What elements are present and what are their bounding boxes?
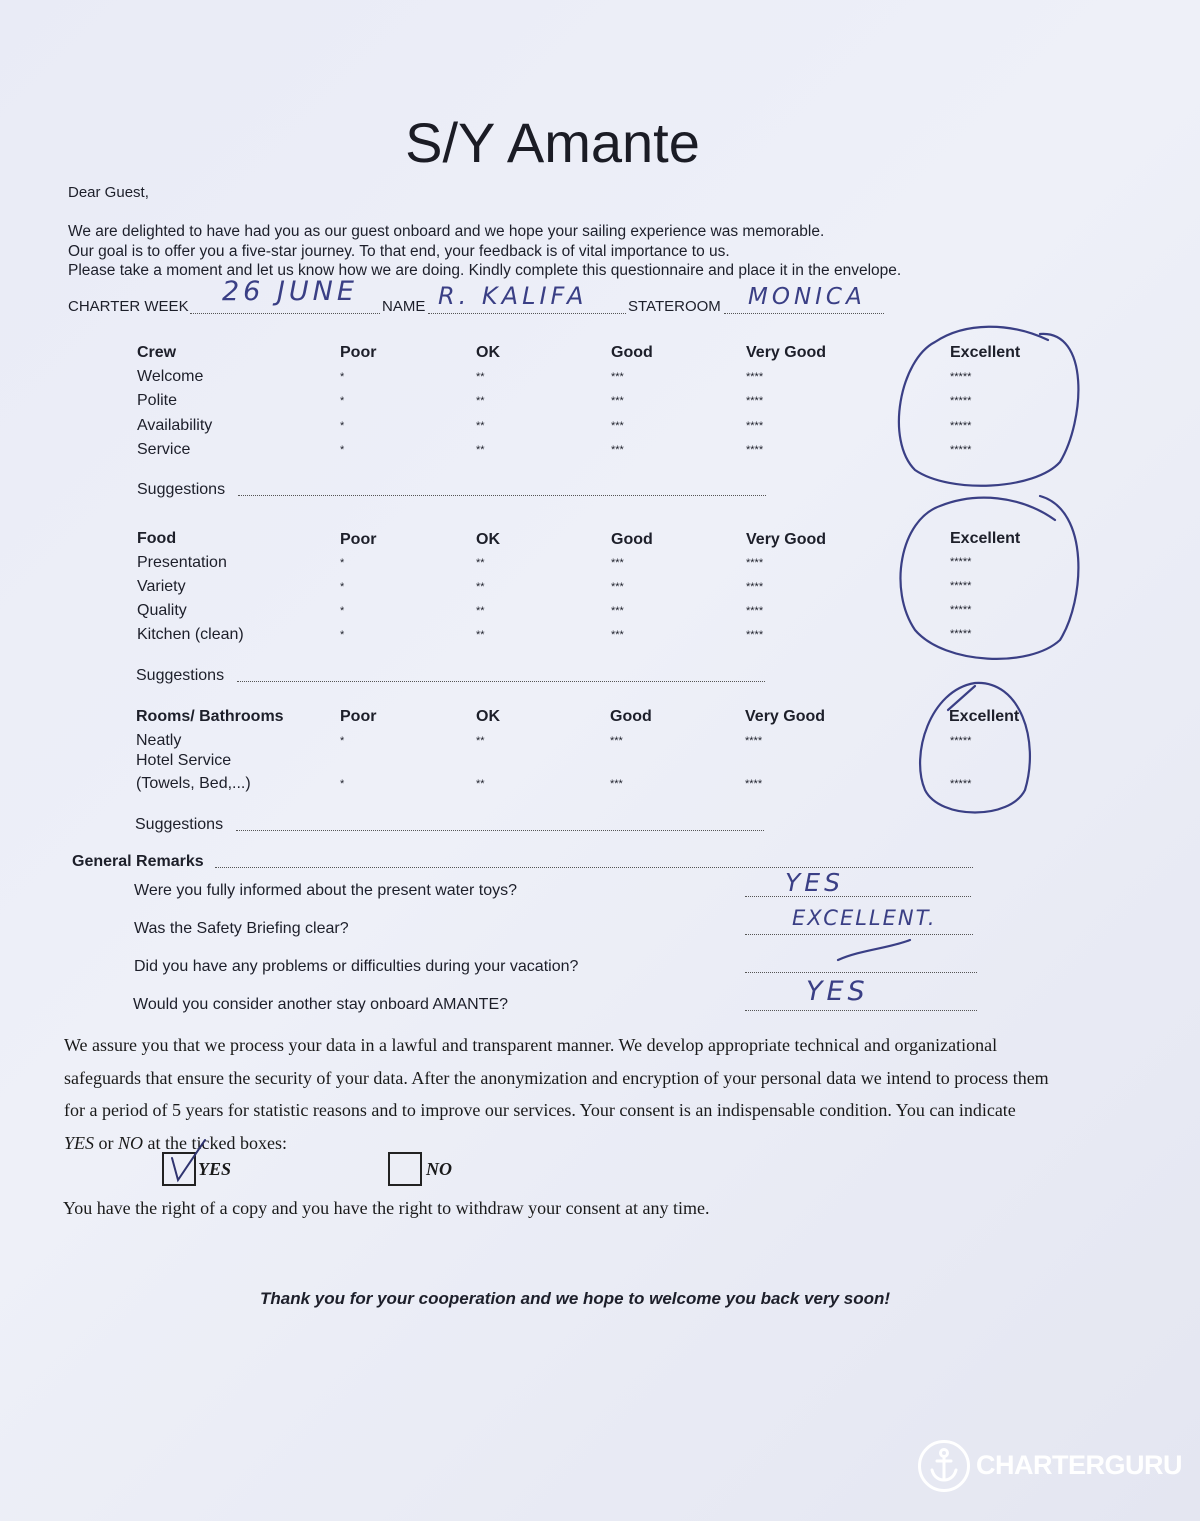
rating-excellent[interactable]: ***** xyxy=(950,371,972,383)
privacy-line-2: safeguards that ensure the security of your data. After the anonymization and encryption of your personal data we intend to process them xyxy=(64,1068,1049,1088)
rating-header-excellent: Excellent xyxy=(950,344,1021,361)
suggestions-field[interactable] xyxy=(238,495,766,496)
rating-very-good[interactable]: **** xyxy=(746,557,764,569)
answer-dash-problems xyxy=(838,940,910,960)
rating-header-ok: OK xyxy=(476,708,500,725)
stateroom-line xyxy=(724,313,884,314)
charter-week-value[interactable]: 26 JUNE xyxy=(222,276,358,307)
rating-header-very-good: Very Good xyxy=(746,531,827,548)
item-label: Hotel Service xyxy=(136,752,232,769)
privacy-no-word: NO xyxy=(118,1133,144,1153)
suggestions-field[interactable] xyxy=(237,681,765,682)
tick-stroke-rooms xyxy=(948,686,975,710)
thanks-message: Thank you for your cooperation and we hope to welcome you back very soon! xyxy=(259,1289,891,1308)
item-label: (Towels, Bed,...) xyxy=(136,775,251,792)
rating-poor[interactable]: * xyxy=(340,778,345,790)
privacy-or-word: or xyxy=(94,1133,119,1153)
consent-no-checkbox[interactable] xyxy=(388,1152,422,1186)
rating-header-poor: Poor xyxy=(340,708,377,725)
item-label: Kitchen (clean) xyxy=(137,626,244,643)
section-title-food: Food xyxy=(137,530,177,547)
rating-ok[interactable]: ** xyxy=(476,735,485,747)
name-line xyxy=(428,313,626,314)
rating-poor[interactable]: * xyxy=(340,395,345,407)
rating-header-poor: Poor xyxy=(340,344,377,361)
suggestions-label: Suggestions xyxy=(135,816,224,833)
rating-very-good[interactable]: **** xyxy=(746,605,764,617)
rating-header-very-good: Very Good xyxy=(746,344,827,361)
rating-very-good[interactable]: **** xyxy=(746,371,764,383)
charter-week-line xyxy=(190,313,380,314)
item-label: Service xyxy=(137,441,191,458)
suggestions-label: Suggestions xyxy=(137,481,226,498)
rating-excellent[interactable]: ***** xyxy=(950,628,972,640)
item-label: Quality xyxy=(137,602,187,619)
anchor-icon xyxy=(918,1440,970,1492)
consent-no-label: NO xyxy=(426,1159,452,1179)
privacy-line-1: We assure you that we process your data in a lawful and transparent manner. We develop appropriate technical and organizational xyxy=(64,1035,998,1055)
general-remarks-field[interactable] xyxy=(215,867,973,868)
form-title: S/Y Amante xyxy=(405,111,700,174)
answer-line[interactable] xyxy=(745,1010,977,1011)
rating-header-good: Good xyxy=(611,531,653,548)
rating-good[interactable]: *** xyxy=(611,371,624,383)
rating-header-poor: Poor xyxy=(340,531,377,548)
rating-header-excellent: Excellent xyxy=(950,530,1021,547)
rating-header-ok: OK xyxy=(476,344,500,361)
name-label: NAME xyxy=(382,298,426,315)
rating-very-good[interactable]: **** xyxy=(746,629,764,641)
answer-line[interactable] xyxy=(745,972,977,973)
section-title-crew: Crew xyxy=(137,344,177,361)
rating-header-good: Good xyxy=(610,708,652,725)
rating-excellent[interactable]: ***** xyxy=(950,420,972,432)
item-label: Presentation xyxy=(137,554,227,571)
charter-week-label: CHARTER WEEK xyxy=(68,298,189,315)
suggestions-field[interactable] xyxy=(236,830,764,831)
rating-very-good[interactable]: **** xyxy=(746,420,764,432)
rating-ok[interactable]: ** xyxy=(476,557,485,569)
item-label: Variety xyxy=(137,578,186,595)
rating-excellent[interactable]: ***** xyxy=(950,778,972,790)
rating-good[interactable]: *** xyxy=(611,605,624,617)
rating-poor[interactable]: * xyxy=(340,735,345,747)
rating-header-very-good: Very Good xyxy=(745,708,826,725)
item-label: Polite xyxy=(137,392,178,409)
privacy-line-3: for a period of 5 years for statistic reasons and to improve our services. Your consent is an indispensable condition. You can indicate xyxy=(64,1100,1016,1120)
item-label: Neatly xyxy=(136,732,182,749)
name-value[interactable]: R. KALIFA xyxy=(438,282,588,310)
rating-header-excellent: Excellent xyxy=(949,708,1020,725)
rating-ok[interactable]: ** xyxy=(476,629,485,641)
rating-poor[interactable]: * xyxy=(340,444,345,456)
item-label: Availability xyxy=(137,417,213,434)
greeting: Dear Guest, xyxy=(68,184,149,201)
general-remarks-label: General Remarks xyxy=(72,853,204,870)
intro-line-3: Please take a moment and let us know how we are doing. Kindly complete this questionnaire and place it in the envelope. xyxy=(68,262,902,279)
rating-ok[interactable]: ** xyxy=(476,395,485,407)
rights-text: You have the right of a copy and you have the right to withdraw your consent at any time. xyxy=(63,1198,710,1218)
rating-very-good[interactable]: **** xyxy=(745,778,763,790)
stateroom-label: STATEROOM xyxy=(628,298,721,315)
rating-ok[interactable]: ** xyxy=(476,778,485,790)
intro-line-1: We are delighted to have had you as our guest onboard and we hope your sailing experience was memorable. xyxy=(68,223,825,240)
rating-poor[interactable]: * xyxy=(340,371,345,383)
question-problems: Did you have any problems or difficulties during your vacation? xyxy=(134,958,579,975)
rating-poor[interactable]: * xyxy=(340,557,345,569)
question-another-stay: Would you consider another stay onboard AMANTE? xyxy=(133,996,509,1013)
rating-ok[interactable]: ** xyxy=(476,444,485,456)
rating-poor[interactable]: * xyxy=(340,581,345,593)
rating-good[interactable]: *** xyxy=(611,395,624,407)
intro-line-2: Our goal is to offer you a five-star journey. To that end, your feedback is of vital importance to us. xyxy=(68,243,730,260)
rating-good[interactable]: *** xyxy=(610,778,623,790)
question-safety-briefing: Was the Safety Briefing clear? xyxy=(134,920,349,937)
rating-ok[interactable]: ** xyxy=(476,605,485,617)
rating-very-good[interactable]: **** xyxy=(745,735,763,747)
rating-ok[interactable]: ** xyxy=(476,420,485,432)
rating-header-good: Good xyxy=(611,344,653,361)
section-title-rooms: Rooms/ Bathrooms xyxy=(136,708,284,725)
rating-ok[interactable]: ** xyxy=(476,371,485,383)
rating-good[interactable]: *** xyxy=(610,735,623,747)
consent-yes-label: YES xyxy=(198,1159,232,1179)
rating-ok[interactable]: ** xyxy=(476,581,485,593)
answer-another-stay: YES xyxy=(806,976,869,1007)
excellent-circle-rooms xyxy=(920,683,1030,813)
suggestions-label: Suggestions xyxy=(136,667,225,684)
rating-good[interactable]: *** xyxy=(611,557,624,569)
answer-water-toys: YES xyxy=(785,868,844,897)
rating-excellent[interactable]: ***** xyxy=(950,580,972,592)
rating-very-good[interactable]: **** xyxy=(746,444,764,456)
question-water-toys: Were you fully informed about the present water toys? xyxy=(134,882,518,899)
rating-excellent[interactable]: ***** xyxy=(950,395,972,407)
rating-good[interactable]: *** xyxy=(611,444,624,456)
privacy-yes-word: YES xyxy=(64,1133,95,1153)
rating-excellent[interactable]: ***** xyxy=(950,604,972,616)
watermark-text: CHARTERGURU xyxy=(976,1450,1182,1480)
rating-very-good[interactable]: **** xyxy=(746,581,764,593)
consent-yes-checkbox[interactable] xyxy=(162,1152,196,1186)
rating-poor[interactable]: * xyxy=(340,629,345,641)
rating-excellent[interactable]: ***** xyxy=(950,735,972,747)
rating-good[interactable]: *** xyxy=(611,420,624,432)
rating-poor[interactable]: * xyxy=(340,605,345,617)
rating-excellent[interactable]: ***** xyxy=(950,444,972,456)
item-label: Welcome xyxy=(137,368,204,385)
answer-line[interactable] xyxy=(745,934,973,935)
rating-poor[interactable]: * xyxy=(340,420,345,432)
rating-good[interactable]: *** xyxy=(611,629,624,641)
answer-safety-briefing: EXCELLENT. xyxy=(792,906,937,930)
rating-excellent[interactable]: ***** xyxy=(950,556,972,568)
excellent-circle-food xyxy=(900,496,1078,659)
answer-line[interactable] xyxy=(745,896,971,897)
stateroom-value[interactable]: MONICA xyxy=(748,284,866,310)
rating-very-good[interactable]: **** xyxy=(746,395,764,407)
privacy-line-4-rest: at the ticked boxes: xyxy=(143,1133,287,1153)
rating-good[interactable]: *** xyxy=(611,581,624,593)
rating-header-ok: OK xyxy=(476,531,500,548)
